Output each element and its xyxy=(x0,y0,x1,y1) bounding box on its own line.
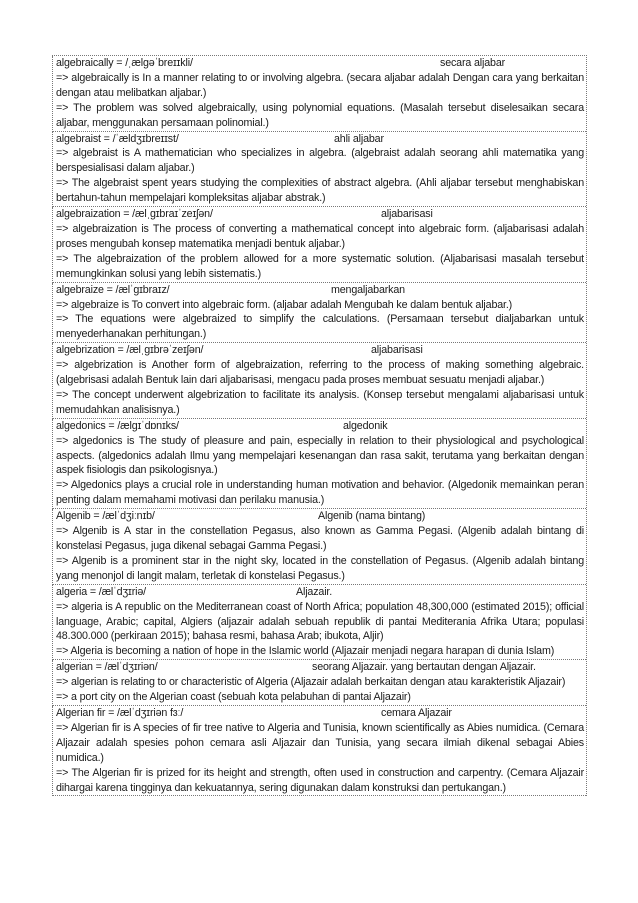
entry-headline xyxy=(56,660,584,675)
entry-example-line: => The equations were algebraized to simplify the calculations. (Persamaan tersebut dialjabarkan untuk menyederhanakan perhitungan.) xyxy=(56,313,584,341)
entry-translation: aljabarisasi xyxy=(381,208,433,221)
entry-example-line: => algerian is relating to or characteristic of Algeria (Aljazair adalah berkaitan dengan atau karakteristik Aljazair) xyxy=(56,676,566,689)
dictionary-entry xyxy=(52,283,586,344)
entry-example-line: => algedonics is The study of pleasure and pain, especially in relation to their physiological and psychological aspects. (algedonics adalah Ilmu yang mempelajari kesenangan dan rasa sakit, terutama yang berkaitan dengan aspek fisiologis dan psikologisnya.) xyxy=(56,434,584,477)
dictionary-entry xyxy=(52,343,586,419)
entry-example-line: => algebraize is To convert into algebraic form. (aljabar adalah Mengubah ke dalam bentuk aljabar.) xyxy=(56,298,513,311)
entry-headline xyxy=(56,56,584,71)
entry-translation: Algenib (nama bintang) xyxy=(318,510,426,523)
entry-translation: cemara Aljazair xyxy=(381,706,452,719)
entry-example-line: => The algebraist spent years studying the complexities of abstract algebra. (Ahli aljabar tersebut menghabiskan bertahun-tahun mempelajari kompleksitas aljabar abstrak.) xyxy=(56,177,584,205)
entry-example-line: => Algedonics plays a crucial role in understanding human motivation and behavior. (Algedonik memainkan peran penting dalam memahami motivasi dan perilaku manusia.) xyxy=(56,479,584,507)
dictionary-entry xyxy=(52,132,586,208)
dictionary-entry xyxy=(52,207,586,283)
entry-headline xyxy=(56,343,584,358)
entry-example-line: => algebraist is A mathematician who specializes in algebra. (algebraist adalah seorang ahli matematika yang berspesialisasi dalam aljabar.) xyxy=(56,147,584,175)
entry-headline xyxy=(56,207,584,222)
entry-term: algebraize = /ælˈgɪbraɪz/ xyxy=(56,283,170,296)
dictionary-entry xyxy=(52,585,586,661)
entry-translation: aljabarisasi xyxy=(371,344,423,357)
dictionary-entry xyxy=(52,706,586,796)
entry-example-line: => algebraization is The process of converting a mathematical concept into algebraic form. (aljabarisasi adalah proses mengubah konsep matematika menjadi bentuk aljabar.) xyxy=(56,222,584,250)
entry-headline xyxy=(56,509,584,524)
entry-term: algebrization = /ælˌgɪbrəˈzeɪʃən/ xyxy=(56,344,204,357)
entry-example-line: => The concept underwent algebrization to facilitate its analysis. (Konsep tersebut mengalami aljabarisasi untuk memudahkan analisisnya.) xyxy=(56,388,584,416)
entry-term: algedonics = /ælgɪˈdɒnɪks/ xyxy=(56,419,179,432)
entry-example-line: => algeria is A republic on the Mediterranean coast of North Africa; population 48,300,000 (estimated 2015); official language, Arabic; capital, Algiers (aljazair adalah sebuah republik di pantai Mediterania Afrika Utara; populasi 48.300.000 (perkiraan 2015); bahasa resmi, bahasa Arab; ibukota, Aljir) xyxy=(56,600,584,643)
entry-headline xyxy=(56,283,584,298)
entry-example-line: => algebrization is Another form of algebraization, referring to the process of making something algebraic. (algebrisasi adalah Bentuk lain dari aljabarisasi, mengacu pada proses membuat sesuatu menjadi aljabar.) xyxy=(56,359,584,387)
entry-example-line: => Algerian fir is A species of fir tree native to Algeria and Tunisia, known scientifically as Abies numidica. (Cemara Aljazair adalah spesies pohon cemara asli Aljazair dan Tunisia, yang secara ilmiah dikenal sebagai Abies numidica.) xyxy=(56,721,584,764)
entry-example-line: => Algeria is becoming a nation of hope in the Islamic world (Aljazair menjadi negara harapan di dunia Islam) xyxy=(56,645,555,658)
entry-translation: secara aljabar xyxy=(440,57,506,69)
dictionary-entry xyxy=(52,56,586,132)
entry-example-line: => Algenib is A star in the constellation Pegasus, also known as Gamma Pegasi. (Algenib adalah bintang di konstelasi Pegasus, juga dikenal sebagai Gamma Pegasi.) xyxy=(56,525,584,552)
entry-translation: mengaljabarkan xyxy=(331,283,405,296)
dictionary-entry xyxy=(52,419,586,509)
entry-term: Algerian fir = /ælˈdʒɪriən fɜː/ xyxy=(56,706,184,719)
entry-headline xyxy=(56,585,584,600)
entry-term: algerian = /ælˈdʒɪriən/ xyxy=(56,661,158,674)
entry-example-line: => Algenib is a prominent star in the night sky, located in the constellation of Pegasus. (Algenib adalah bintang yang menonjol di langit malam, terletak di konstelasi Pegasus.) xyxy=(56,554,584,582)
entry-example-line: => The algebraization of the problem allowed for a more systematic solution. (Aljabarisasi masalah tersebut memungkinkan solusi yang lebih sistematis.) xyxy=(56,252,584,280)
entry-translation: seorang Aljazair. yang bertautan dengan Aljazair. xyxy=(312,661,536,674)
entry-term: algebraization = /ælˌgɪbraɪˈzeɪʃən/ xyxy=(56,208,213,221)
entry-example-line: => The problem was solved algebraically, using polynomial equations. (Masalah tersebut diselesaikan secara aljabar, menggunakan persamaan polinomial.) xyxy=(56,101,584,129)
entry-translation: Aljazair. xyxy=(296,585,333,598)
entry-term: algebraist = /ˈældʒɪbreɪɪst/ xyxy=(56,132,179,145)
entry-example-line: => The Algerian fir is prized for its height and strength, often used in construction and carpentry. (Cemara Aljazair dihargai karena tingginya dan kekuatannya, sering digunakan dalam konstruksi dan pertukangan.) xyxy=(56,766,584,794)
entry-example-line: => a port city on the Algerian coast (sebuah kota pelabuhan di pantai Aljazair) xyxy=(56,691,411,704)
entry-translation: ahli aljabar xyxy=(334,132,384,145)
entry-headline xyxy=(56,419,584,434)
document-page xyxy=(52,55,587,796)
dictionary-entry xyxy=(52,660,586,706)
entry-term: algeria = /ælˈdʒɪriə/ xyxy=(56,585,146,598)
entry-headline xyxy=(56,706,584,721)
entry-example-line: => algebraically is In a manner relating to or involving algebra. (secara aljabar adalah Dengan cara yang berkaitan dengan atau melibatkan aljabar.) xyxy=(56,71,584,99)
entry-translation: algedonik xyxy=(343,419,388,432)
dictionary-entry xyxy=(52,509,586,585)
entry-headline xyxy=(56,132,584,147)
entry-term: Algenib = /ælˈdʒiːnɪb/ xyxy=(56,510,155,523)
entry-term: algebraically = /ˌælgəˈbreɪɪkli/ xyxy=(56,57,193,69)
